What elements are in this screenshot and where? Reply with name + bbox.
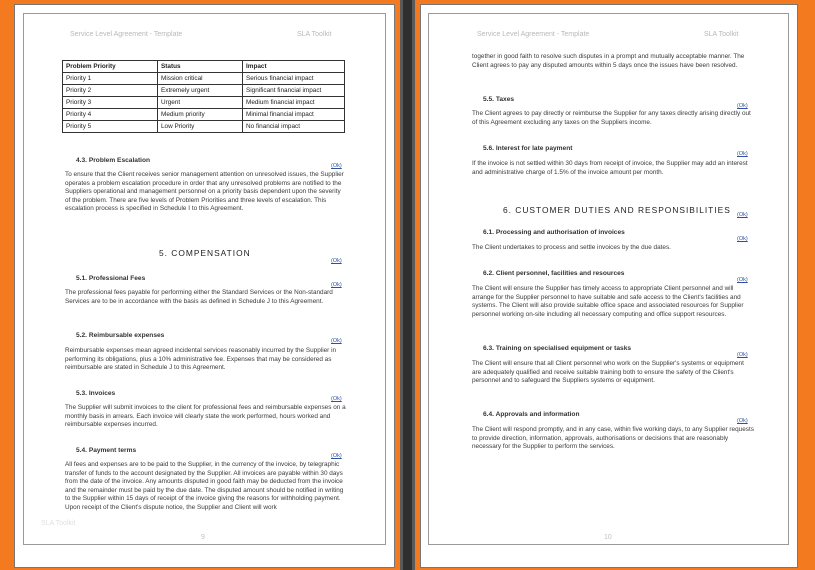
priority-table xyxy=(62,60,345,133)
table-cell: Priority 5 xyxy=(63,121,158,133)
table-row xyxy=(63,97,345,109)
right-page xyxy=(420,4,798,568)
section-5-2-text: Reimbursable expenses mean agreed incidental services reasonably incurred by the Supplier in performing its obligations, plus a 10% administrative fee. Expenses that may be considered as reimbursable are stated in Schedule J to this Agreement. xyxy=(65,347,337,372)
right-header-toolkit: SLA Toolkit xyxy=(704,31,739,38)
left-header-toolkit: SLA Toolkit xyxy=(297,31,332,38)
right-page-number: 10 xyxy=(604,534,612,541)
left-watermark: SLA Toolkit xyxy=(41,520,76,527)
section-6-heading: 6. CUSTOMER DUTIES AND RESPONSIBILITIES xyxy=(503,205,731,215)
section-6-1-ok-link[interactable]: (Ok) xyxy=(737,236,748,242)
section-6-4-heading: 6.4. Approvals and information xyxy=(483,411,580,418)
section-6-1-heading: 6.1. Processing and authorisation of invoices xyxy=(483,229,625,236)
section-6-3-ok-link[interactable]: (Ok) xyxy=(737,352,748,358)
section-5-5-heading: 5.5. Taxes xyxy=(483,96,515,103)
section-5-3-ok-link[interactable]: (Ok) xyxy=(331,396,342,402)
section-5-5-text: The Client agrees to pay directly or reimburse the Supplier for any taxes directly arising directly out of this Agreement excluding any taxes on the Suppliers income. xyxy=(472,110,751,126)
table-cell: Significant financial impact xyxy=(243,85,345,97)
table-row xyxy=(63,109,345,121)
table-cell: No financial impact xyxy=(243,121,345,133)
section-5-1-text: The professional fees payable for performing either the Standard Services or the Non-standard Services are to be in accordance with the basis as defined in Schedule J to this Agreement. xyxy=(65,289,333,305)
table-header: Problem Priority xyxy=(63,61,158,73)
section-6-3-heading: 6.3. Training on specialised equipment or tasks xyxy=(483,345,632,352)
section-6-3-text: The Client will ensure that all Client personnel who work on the Supplier's systems or equipment are adequately qualified and receive suitable training both to ensure the safety of the Client's personnel and to safeguard the Suppliers systems or equipment. xyxy=(472,360,744,385)
section-5-2-ok-link[interactable]: (Ok) xyxy=(331,338,342,344)
table-header: Status xyxy=(158,61,243,73)
table-cell: Priority 4 xyxy=(63,109,158,121)
table-row xyxy=(63,73,345,85)
left-page xyxy=(14,4,395,568)
section-6-1-text: The Client undertakes to process and settle invoices by the due dates. xyxy=(472,244,671,251)
table-header-row xyxy=(63,61,345,73)
section-6-2-heading: 6.2. Client personnel, facilities and resources xyxy=(483,270,625,277)
table-row xyxy=(63,121,345,133)
section-5-4-ok-link[interactable]: (Ok) xyxy=(331,453,342,459)
table-cell: Medium financial impact xyxy=(243,97,345,109)
section-5-6-text: If the invoice is not settled within 30 days from receipt of invoice, the Supplier may add an interest and administrative charge of 1.5% of the invoice amount per month. xyxy=(472,160,748,176)
section-5-ok-link[interactable]: (Ok) xyxy=(331,258,342,264)
table-cell: Priority 3 xyxy=(63,97,158,109)
section-4-3-text: To ensure that the Client receives senior management attention on unresolved issues, the Supplier operates a problem escalation procedure in order that any unresolved problems are notified to the Suppliers operational and management personnel on a priority basis dependent upon the severity of the problem. There are five levels of Problem Priorities and three levels of escalation. This escalation process is specified in Schedule I to this Agreement. xyxy=(65,171,344,213)
section-6-4-text: The Client will respond promptly, and in any case, within five working days, to any Supplier requests to provide direction, information, approvals, authorisations or decisions that are reasonably necessary for the Supplier to perform the services. xyxy=(472,426,754,451)
left-header-title: Service Level Agreement - Template xyxy=(70,31,183,38)
section-5-4-text: All fees and expenses are to be paid to the Supplier, in the currency of the invoice, by telegraphic transfer of funds to the account designated by the Supplier. All invoices are payable within 30 days from the date of the invoice. Any amounts disputed in good faith may be deducted from the invoice and the remainder must be paid by the due date. The disputed amount should be notified in writing to the Supplier within 15 days of receipt of the invoice giving the reasons for withholding payment. Upon receipt of the Client's dispute notice, the Supplier and Client will work xyxy=(65,461,344,511)
table-cell: Serious financial impact xyxy=(243,73,345,85)
table-cell: Extremely urgent xyxy=(158,85,243,97)
section-5-1-heading: 5.1. Professional Fees xyxy=(76,275,146,282)
section-5-2-heading: 5.2. Reimbursable expenses xyxy=(76,332,165,339)
section-5-4-heading: 5.4. Payment terms xyxy=(76,447,137,454)
book-binding xyxy=(400,0,415,570)
table-cell: Medium priority xyxy=(158,109,243,121)
section-6-4-ok-link[interactable]: (Ok) xyxy=(737,418,748,424)
table-row xyxy=(63,85,345,97)
section-5-6-heading: 5.6. Interest for late payment xyxy=(483,145,573,152)
table-header: Impact xyxy=(243,61,345,73)
table-cell: Minimal financial impact xyxy=(243,109,345,121)
section-4-3-ok-link[interactable]: (Ok) xyxy=(331,163,342,169)
continued-paragraph: together in good faith to resolve such disputes in a prompt and mutually acceptable manner. The Client agrees to pay any disputed amounts within 5 days once the issues have been resolved. xyxy=(472,53,745,69)
section-5-1-ok-link[interactable]: (Ok) xyxy=(331,282,342,288)
section-6-2-ok-link[interactable]: (Ok) xyxy=(737,277,748,283)
table-cell: Mission critical xyxy=(158,73,243,85)
section-6-2-text: The Client will ensure the Supplier has timely access to appropriate Client personnel and will arrange for the Supplier personnel to have suitable and safe access to the Client's facilities and systems. The Client will also provide suitable office space and associated resources for Supplier personnel working on-site including all necessary computing and office support resources. xyxy=(472,285,744,318)
section-5-6-ok-link[interactable]: (Ok) xyxy=(737,151,748,157)
section-5-3-text: The Supplier will submit invoices to the client for professional fees and reimbursable expenses on a monthly basis in arrears. Each invoice will clearly state the work performed, hours worked and reimbursable expenses incurred. xyxy=(65,404,346,429)
section-6-ok-link[interactable]: (Ok) xyxy=(737,212,748,218)
left-page-number: 9 xyxy=(201,534,205,541)
table-cell: Priority 1 xyxy=(63,73,158,85)
table-cell: Urgent xyxy=(158,97,243,109)
table-cell: Priority 2 xyxy=(63,85,158,97)
section-5-5-ok-link[interactable]: (Ok) xyxy=(737,103,748,109)
table-cell: Low Priority xyxy=(158,121,243,133)
right-header-title: Service Level Agreement - Template xyxy=(477,31,590,38)
section-5-heading: 5. COMPENSATION xyxy=(159,248,251,258)
section-4-3-heading: 4.3. Problem Escalation xyxy=(76,157,151,164)
section-5-3-heading: 5.3. Invoices xyxy=(76,390,116,397)
